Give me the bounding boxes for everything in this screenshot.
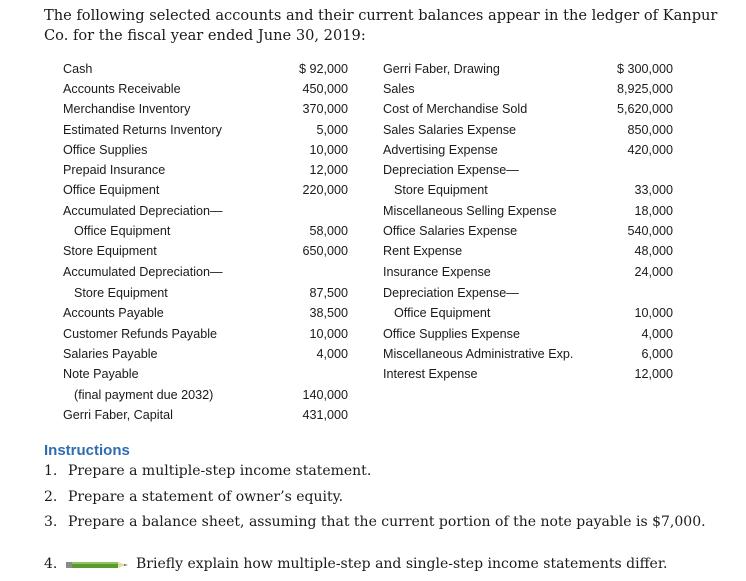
account-value: 140,000 <box>302 388 348 402</box>
account-value: 420,000 <box>627 143 673 157</box>
account-value: 12,000 <box>309 163 348 177</box>
account-name: Store Equipment <box>63 244 157 258</box>
account-value: 431,000 <box>302 408 348 422</box>
account-value: 5,000 <box>316 123 348 137</box>
account-name: Sales Salaries Expense <box>383 123 517 137</box>
account-name: Store Equipment <box>74 286 168 300</box>
account-name: Office Equipment <box>63 183 160 197</box>
account-name: Office Equipment <box>394 306 491 320</box>
intro-line-2: Co. for the fiscal year ended June 30, 2019: <box>44 27 366 44</box>
account-name: Miscellaneous Selling Expense <box>383 204 557 218</box>
instruction-text: Prepare a statement of owner’s equity. <box>68 489 344 505</box>
account-value: 58,000 <box>309 224 348 238</box>
account-name: Interest Expense <box>383 367 478 381</box>
account-value: 10,000 <box>309 327 348 341</box>
account-name: Store Equipment <box>394 183 488 197</box>
instruction-text: Prepare a balance sheet, assuming that the current portion of the note payable is $7,000. <box>68 514 706 530</box>
account-name: Cash <box>63 62 93 76</box>
account-name: Office Supplies <box>63 143 148 157</box>
account-value: 650,000 <box>302 244 348 258</box>
account-name: Depreciation Expense— <box>383 286 519 300</box>
account-name: Cost of Merchandise Sold <box>383 102 528 116</box>
account-name: Office Salaries Expense <box>383 224 518 238</box>
account-value: 8,925,000 <box>616 82 673 96</box>
instruction-number: 1. <box>44 463 58 479</box>
account-name: Insurance Expense <box>383 265 491 279</box>
account-value: 10,000 <box>309 143 348 157</box>
account-value: 10,000 <box>634 306 673 320</box>
account-name: Depreciation Expense— <box>383 163 519 177</box>
intro-line-1: The following selected accounts and their current balances appear in the ledger of Kanpur <box>44 7 718 24</box>
account-name: Note Payable <box>63 367 139 381</box>
account-value: 4,000 <box>316 347 348 361</box>
account-value: 220,000 <box>302 183 348 197</box>
account-value: 540,000 <box>627 224 673 238</box>
instruction-text: Prepare a multiple-step income statement. <box>68 463 372 479</box>
instruction-text: Briefly explain how multiple-step and single-step income statements differ. <box>136 556 668 572</box>
account-name: Accumulated Depreciation— <box>63 204 223 218</box>
account-name: Salaries Payable <box>63 347 158 361</box>
instructions-heading: Instructions <box>44 442 130 459</box>
account-name: Customer Refunds Payable <box>63 327 218 341</box>
account-name: Gerri Faber, Capital <box>63 408 173 422</box>
account-name: Office Equipment <box>74 224 171 238</box>
account-value: 48,000 <box>634 244 673 258</box>
problem-intro <box>44 6 718 46</box>
account-name: Sales <box>383 82 415 96</box>
account-value: 370,000 <box>302 102 348 116</box>
account-name: Advertising Expense <box>383 143 498 157</box>
account-value: $ 92,000 <box>298 62 348 76</box>
account-name: Accounts Receivable <box>63 82 181 96</box>
account-name: Accumulated Depreciation— <box>63 265 223 279</box>
account-name: Miscellaneous Administrative Exp. <box>383 347 574 361</box>
account-name: Rent Expense <box>383 244 463 258</box>
account-value: 4,000 <box>641 327 673 341</box>
instruction-number: 4. <box>44 556 58 572</box>
account-value: 24,000 <box>634 265 673 279</box>
account-name: Gerri Faber, Drawing <box>383 62 500 76</box>
account-name: Prepaid Insurance <box>63 163 166 177</box>
account-value: 38,500 <box>309 306 348 320</box>
account-value: 5,620,000 <box>616 102 673 116</box>
pencil-icon <box>66 560 130 570</box>
account-value: 87,500 <box>309 286 348 300</box>
account-value: 12,000 <box>634 367 673 381</box>
account-name: Estimated Returns Inventory <box>63 123 222 137</box>
account-name: Office Supplies Expense <box>383 327 520 341</box>
account-value: 6,000 <box>641 347 673 361</box>
account-value: 850,000 <box>627 123 673 137</box>
account-value: 450,000 <box>302 82 348 96</box>
account-value: 33,000 <box>634 183 673 197</box>
instruction-number: 2. <box>44 489 58 505</box>
account-name: Merchandise Inventory <box>63 102 191 116</box>
account-name: (final payment due 2032) <box>74 388 214 402</box>
instruction-number: 3. <box>44 514 58 530</box>
account-name: Accounts Payable <box>63 306 164 320</box>
account-value: $ 300,000 <box>616 62 673 76</box>
account-value: 18,000 <box>634 204 673 218</box>
